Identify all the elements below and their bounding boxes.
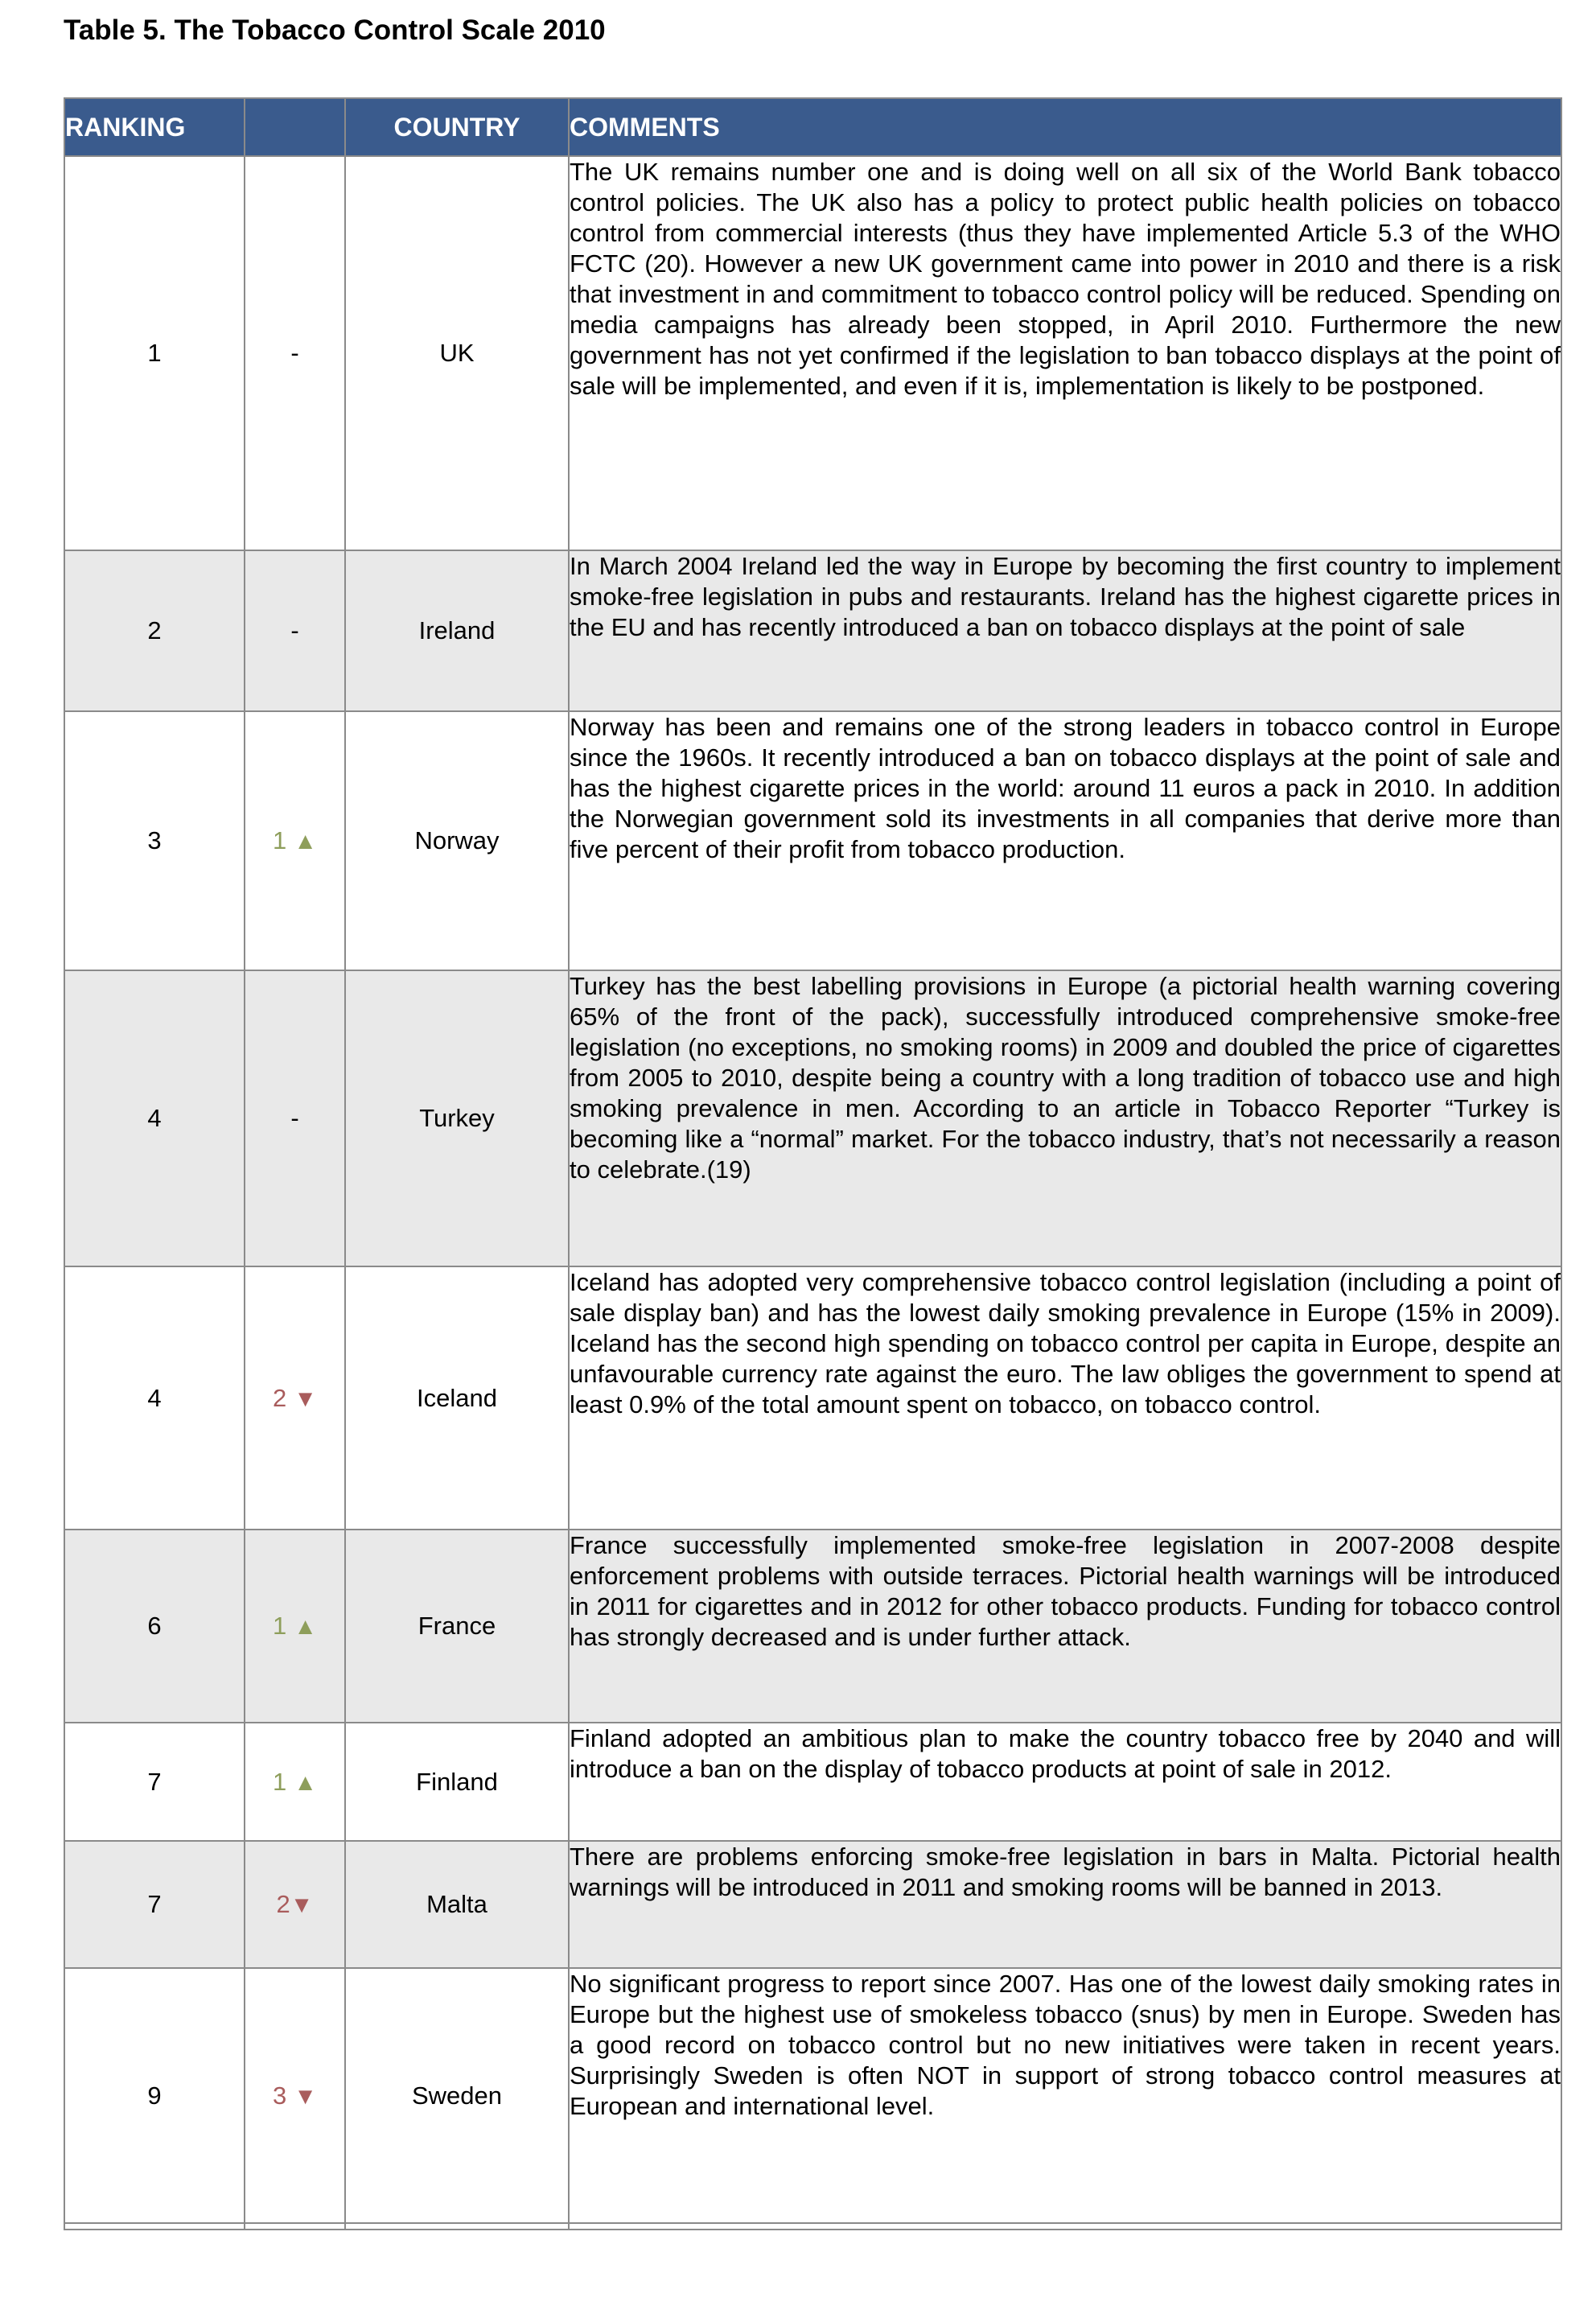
trend-value: - [290, 339, 299, 367]
table-row [64, 2223, 1561, 2230]
comments-cell [569, 1968, 1561, 2223]
comments-cell [569, 550, 1561, 711]
trend-value: 3 [273, 2081, 287, 2110]
trend-value: 1 [273, 1767, 287, 1796]
comments-text: Norway has been and remains one of the strong leaders in tobacco control in Europe since the 1960s. It recently introduced a ban on tobacco displays at the point of sale and has the highest cigarette prices in the world: around 11 euros a pack in 2010. In addition the Norwegian government sold its investments in all companies that derive more than five percent of their profit from tobacco production. [570, 713, 1561, 863]
trend-cell [245, 1723, 345, 1841]
ranking-cell: 1 [64, 156, 245, 550]
ranking-cell: 9 [64, 1968, 245, 2223]
ranking-cell: 2 [64, 550, 245, 711]
country-cell: France [345, 1530, 569, 1723]
country-cell: UK [345, 156, 569, 550]
trend-cell [245, 1841, 345, 1968]
ranking-cell: 3 [64, 711, 245, 970]
comments-text: France successfully implemented smoke-free legislation in 2007-2008 despite enforcement problems with outside terraces. Pictorial health warnings will be introduced in 2011 for cigarettes and in 2012 for other tobacco products. Funding for tobacco control has strongly decreased and is under further attack. [570, 1531, 1561, 1651]
country-cell: Ireland [345, 550, 569, 711]
ranking-cell: 4 [64, 970, 245, 1266]
page-title: Table 5. The Tobacco Control Scale 2010 [64, 14, 606, 46]
country-cell: Sweden [345, 1968, 569, 2223]
comments-cell [569, 1841, 1561, 1968]
ranking-cell: 7 [64, 1723, 245, 1841]
country-cell: Iceland [345, 1266, 569, 1530]
header-ranking: RANKING [64, 98, 245, 156]
trend-cell [245, 550, 345, 711]
table-row [64, 156, 1561, 550]
trend-value: - [290, 1104, 299, 1132]
country-cell: Norway [345, 711, 569, 970]
trend-cell [245, 2223, 345, 2230]
table-row [64, 711, 1561, 970]
comments-text: There are problems enforcing smoke-free legislation in bars in Malta. Pictorial health warnings will be introduced in 2011 and smoking rooms will be banned in 2013. [570, 1843, 1561, 1901]
trend-cell [245, 970, 345, 1266]
trend-up-icon: ▲ [294, 1769, 317, 1796]
table-row [64, 970, 1561, 1266]
trend-down-icon: ▼ [290, 1892, 314, 1918]
comments-cell [569, 2223, 1561, 2230]
trend-down-icon: ▼ [294, 1386, 317, 1412]
country-cell: Malta [345, 1841, 569, 1968]
table-row [64, 1968, 1561, 2223]
trend-value: 2 [273, 1383, 287, 1412]
trend-cell [245, 156, 345, 550]
country-cell: Turkey [345, 970, 569, 1266]
comments-text: The UK remains number one and is doing well on all six of the World Bank tobacco control policies. The UK also has a policy to protect public health policies on tobacco control from commercial interests (thus they have implemented Article 5.3 of the WHO FCTC (20). However a new UK government came into power in 2010 and there is a risk that investment in and commitment to tobacco control policy will be reduced. Spending on media campaigns has already been stopped, in April 2010. Furthermore the new government has not yet confirmed if the legislation to ban tobacco displays at the point of sale will be implemented, and even if it is, implementation is likely to be postponed. [570, 158, 1561, 400]
ranking-cell: 6 [64, 1530, 245, 1723]
comments-text: No significant progress to report since 2007. Has one of the lowest daily smoking rates in Europe but the highest use of smokeless tobacco (snus) by men in Europe. Sweden has a good record on tobacco control but no new initiatives were taken in recent years. Surprisingly Sweden is often NOT in support of strong tobacco control measures at European and international level. [570, 1970, 1561, 2120]
comments-cell [569, 1530, 1561, 1723]
trend-value: 2 [276, 1890, 290, 1918]
trend-cell [245, 1968, 345, 2223]
trend-value: 1 [273, 826, 287, 854]
comments-text: Finland adopted an ambitious plan to make the country tobacco free by 2040 and will introduce a ban on the display of tobacco products at point of sale in 2012. [570, 1724, 1561, 1783]
comments-cell [569, 970, 1561, 1266]
trend-up-icon: ▲ [294, 1614, 317, 1640]
header-comments: COMMENTS [569, 98, 1561, 156]
ranking-cell: 7 [64, 1841, 245, 1968]
comments-text: Turkey has the best labelling provisions in Europe (a pictorial health warning covering 65% of the front of the pack), successfully introduced comprehensive smoke-free legislation (no exceptions, no smoking rooms) in 2009 and doubled the price of cigarettes from 2005 to 2010, despite being a country with a long tradition of tobacco use and high smoking prevalence in men. According to an article in Tobacco Reporter “Turkey is becoming like a “normal” market. For the tobacco industry, that’s not necessarily a reason to celebrate.(19) [570, 972, 1561, 1184]
table-row [64, 1723, 1561, 1841]
table-row [64, 1266, 1561, 1530]
trend-cell [245, 1530, 345, 1723]
comments-text: Iceland has adopted very comprehensive tobacco control legislation (including a point of sale display ban) and has the lowest daily smoking prevalence in Europe (15% in 2009). Iceland has the second high spending on tobacco control per capita in Europe, despite an unfavourable currency rate against the euro. The law obliges the government to spend at least 0.9% of the total amount spent on tobacco, on tobacco control. [570, 1268, 1561, 1418]
trend-cell [245, 711, 345, 970]
comments-cell [569, 1723, 1561, 1841]
trend-up-icon: ▲ [294, 829, 317, 854]
country-cell [345, 2223, 569, 2230]
comments-cell [569, 711, 1561, 970]
trend-cell [245, 1266, 345, 1530]
trend-value: - [290, 616, 299, 644]
country-cell: Finland [345, 1723, 569, 1841]
comments-cell [569, 1266, 1561, 1530]
ranking-cell [64, 2223, 245, 2230]
table-row [64, 1530, 1561, 1723]
header-country: COUNTRY [345, 98, 569, 156]
trend-value: 1 [273, 1612, 287, 1640]
table-row [64, 550, 1561, 711]
comments-cell [569, 156, 1561, 550]
table-row [64, 1841, 1561, 1968]
ranking-cell: 4 [64, 1266, 245, 1530]
table-header-row [64, 98, 1561, 156]
tobacco-control-scale-table [64, 97, 1562, 2230]
comments-text: In March 2004 Ireland led the way in Europe by becoming the first country to implement smoke-free legislation in pubs and restaurants. Ireland has the highest cigarette prices in the EU and has recently introduced a ban on tobacco displays at the point of sale [570, 552, 1561, 641]
header-trend [245, 98, 345, 156]
trend-down-icon: ▼ [294, 2083, 317, 2110]
